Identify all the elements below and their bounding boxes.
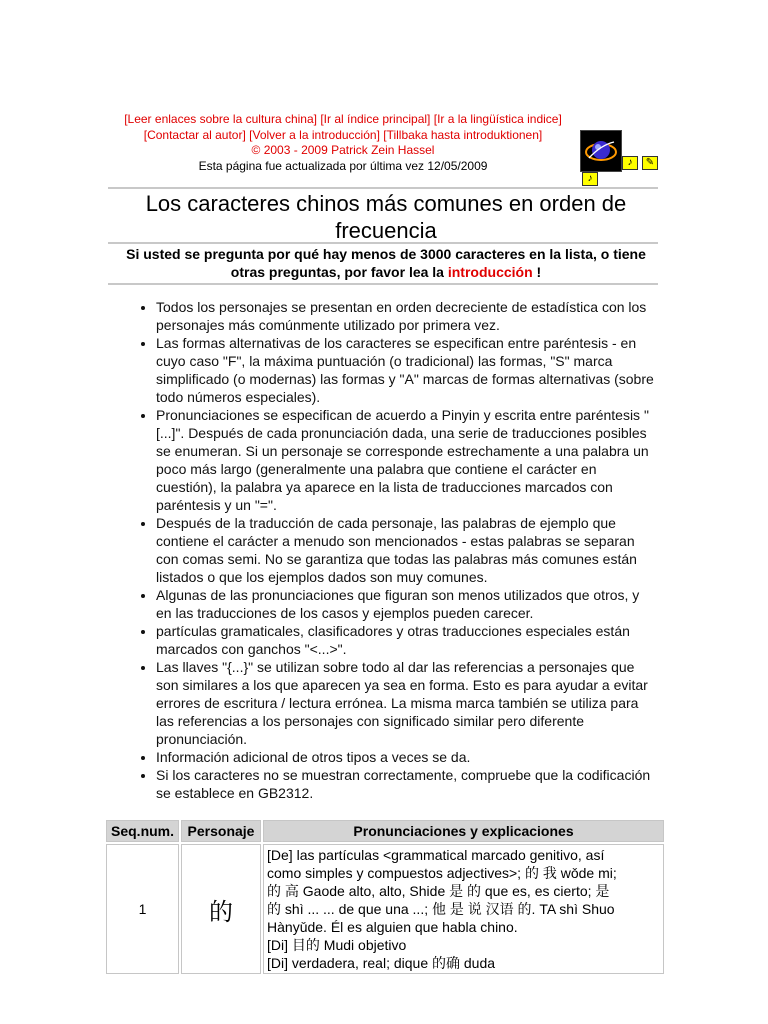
page-title: Los caracteres chinos más comunes en orden de frecuencia [145, 191, 627, 243]
table-header-row [106, 820, 664, 842]
table-row [106, 844, 664, 974]
speaker-icon[interactable]: ♪ [622, 156, 638, 170]
explanation-line: Hànyǔde. Él es alguien que habla chino. [267, 919, 518, 935]
header [108, 108, 668, 188]
list-item: • Algunas de las pronunciaciones que figuran son menos utilizados que otros, y en las traducciones de los casos y ejemplos pueden carecer. [156, 586, 656, 622]
header-personaje: Personaje [181, 820, 261, 842]
link-contactar-autor[interactable]: [Contactar al autor] [143, 127, 246, 142]
header-pronunciaciones: Pronunciaciones y explicaciones [263, 820, 664, 842]
top-divider [108, 187, 658, 189]
nav-links [120, 112, 566, 174]
char-cell: 的 [181, 844, 261, 974]
list-item: • Todos los personajes se presentan en orden decreciente de estadística con los personajes más comúnmente utilizado por primera vez. [156, 298, 656, 334]
list-item: • Si los caracteres no se muestran correctamente, compruebe que la codificación se establece en GB2312. [156, 766, 656, 802]
list-item: • partículas gramaticales, clasificadores y otras traducciones especiales están marcados con ganchos "<...>". [156, 622, 656, 658]
site-logo-icon[interactable] [580, 130, 622, 172]
list-item: • Pronunciaciones se especifican de acuerdo a Pinyin y escrita entre paréntesis "[...]". Después de cada pronunciación dada, una serie de traducciones posibles se enumeran. Si un personaje se corresponde estrechamente a una palabra un poco más largo (generalmente una palabra que contiene el carácter en cuestión), la palabra ya aparece en la lista de traducciones marcados con paréntesis y un "=". [156, 406, 656, 514]
list-item: • Las llaves "{...}" se utilizan sobre todo al dar las referencias a personajes que son similares a los que aparecen ya sea en forma. Esto es para ayudar a evitar errores de escritura / lectura errónea. La misma marca también se utiliza para las referencias a los personajes con significado similar pero diferente pronunciación. [156, 658, 656, 748]
subtitle-end: ! [536, 263, 542, 280]
subtitle-text: Si usted se pregunta por qué hay menos de 3000 caracteres en la lista, o tiene otras preguntas, por favor lea la [126, 246, 646, 280]
link-cultura-china[interactable]: [Leer enlaces sobre la cultura china] [124, 112, 317, 126]
copyright: © 2003 - 2009 Patrick Zein Hassel [251, 143, 435, 157]
link-volver-introduccion[interactable]: [Volver a la introducción] [249, 127, 380, 142]
subtitle-divider [108, 283, 658, 285]
explanation-line: [De] las partículas <grammatical marcado genitivo, así [267, 847, 605, 863]
explanation-line: [Di] verdadera, real; dique 的确 duda [267, 955, 496, 971]
explanation-line: 的 高 Gaode alto, alto, Shide 是 的 que es, es cierto; 是 [267, 883, 610, 899]
info-list [128, 298, 656, 802]
list-item: • Información adicional de otros tipos a veces se da. [156, 748, 656, 766]
explanation-line: 的 shì ... ... de que una ...; 他 是 说 汉语 的. TA shì Shuo [267, 901, 615, 917]
header-seq: Seq.num. [106, 820, 179, 842]
explanation-cell [263, 844, 664, 974]
explanation-line: [Di] 目的 Mudi objetivo [267, 937, 407, 953]
link-indice-principal[interactable]: [Ir al índice principal] [320, 112, 431, 126]
audio-icon[interactable]: ♪ [582, 172, 598, 186]
subtitle [108, 246, 664, 281]
title-divider [108, 242, 658, 244]
link-linguistica-indice[interactable]: [Ir a la lingüística indice] [433, 112, 562, 126]
seq-cell: 1 [106, 844, 179, 974]
introduccion-link[interactable]: introducción [447, 263, 533, 280]
last-updated: Esta página fue actualizada por última vez 12/05/2009 [198, 158, 488, 173]
list-item: • Las formas alternativas de los caracteres se especifican entre paréntesis - en cuyo caso "F", la máxima puntuación (o tradicional) las formas, "S" marca simplificado (o modernas) las formas y "A" marcas de formas alternativas (sobre todo números especiales). [156, 334, 656, 406]
character-table [104, 818, 666, 976]
link-tillbaka-introduktionen[interactable]: [Tillbaka hasta introduktionen] [383, 127, 543, 142]
list-item: • Después de la traducción de cada personaje, las palabras de ejemplo que contiene el carácter a menudo son mencionados - estas palabras se separan con comas semi. No se garantiza que todas las palabras más comunes están listados o que los ejemplos dados son muy comunes. [156, 514, 656, 586]
book-icon[interactable]: ✎ [642, 156, 658, 170]
explanation-line: como simples y compuestos adjectives>; 的 我 wǒde mi; [267, 865, 617, 881]
